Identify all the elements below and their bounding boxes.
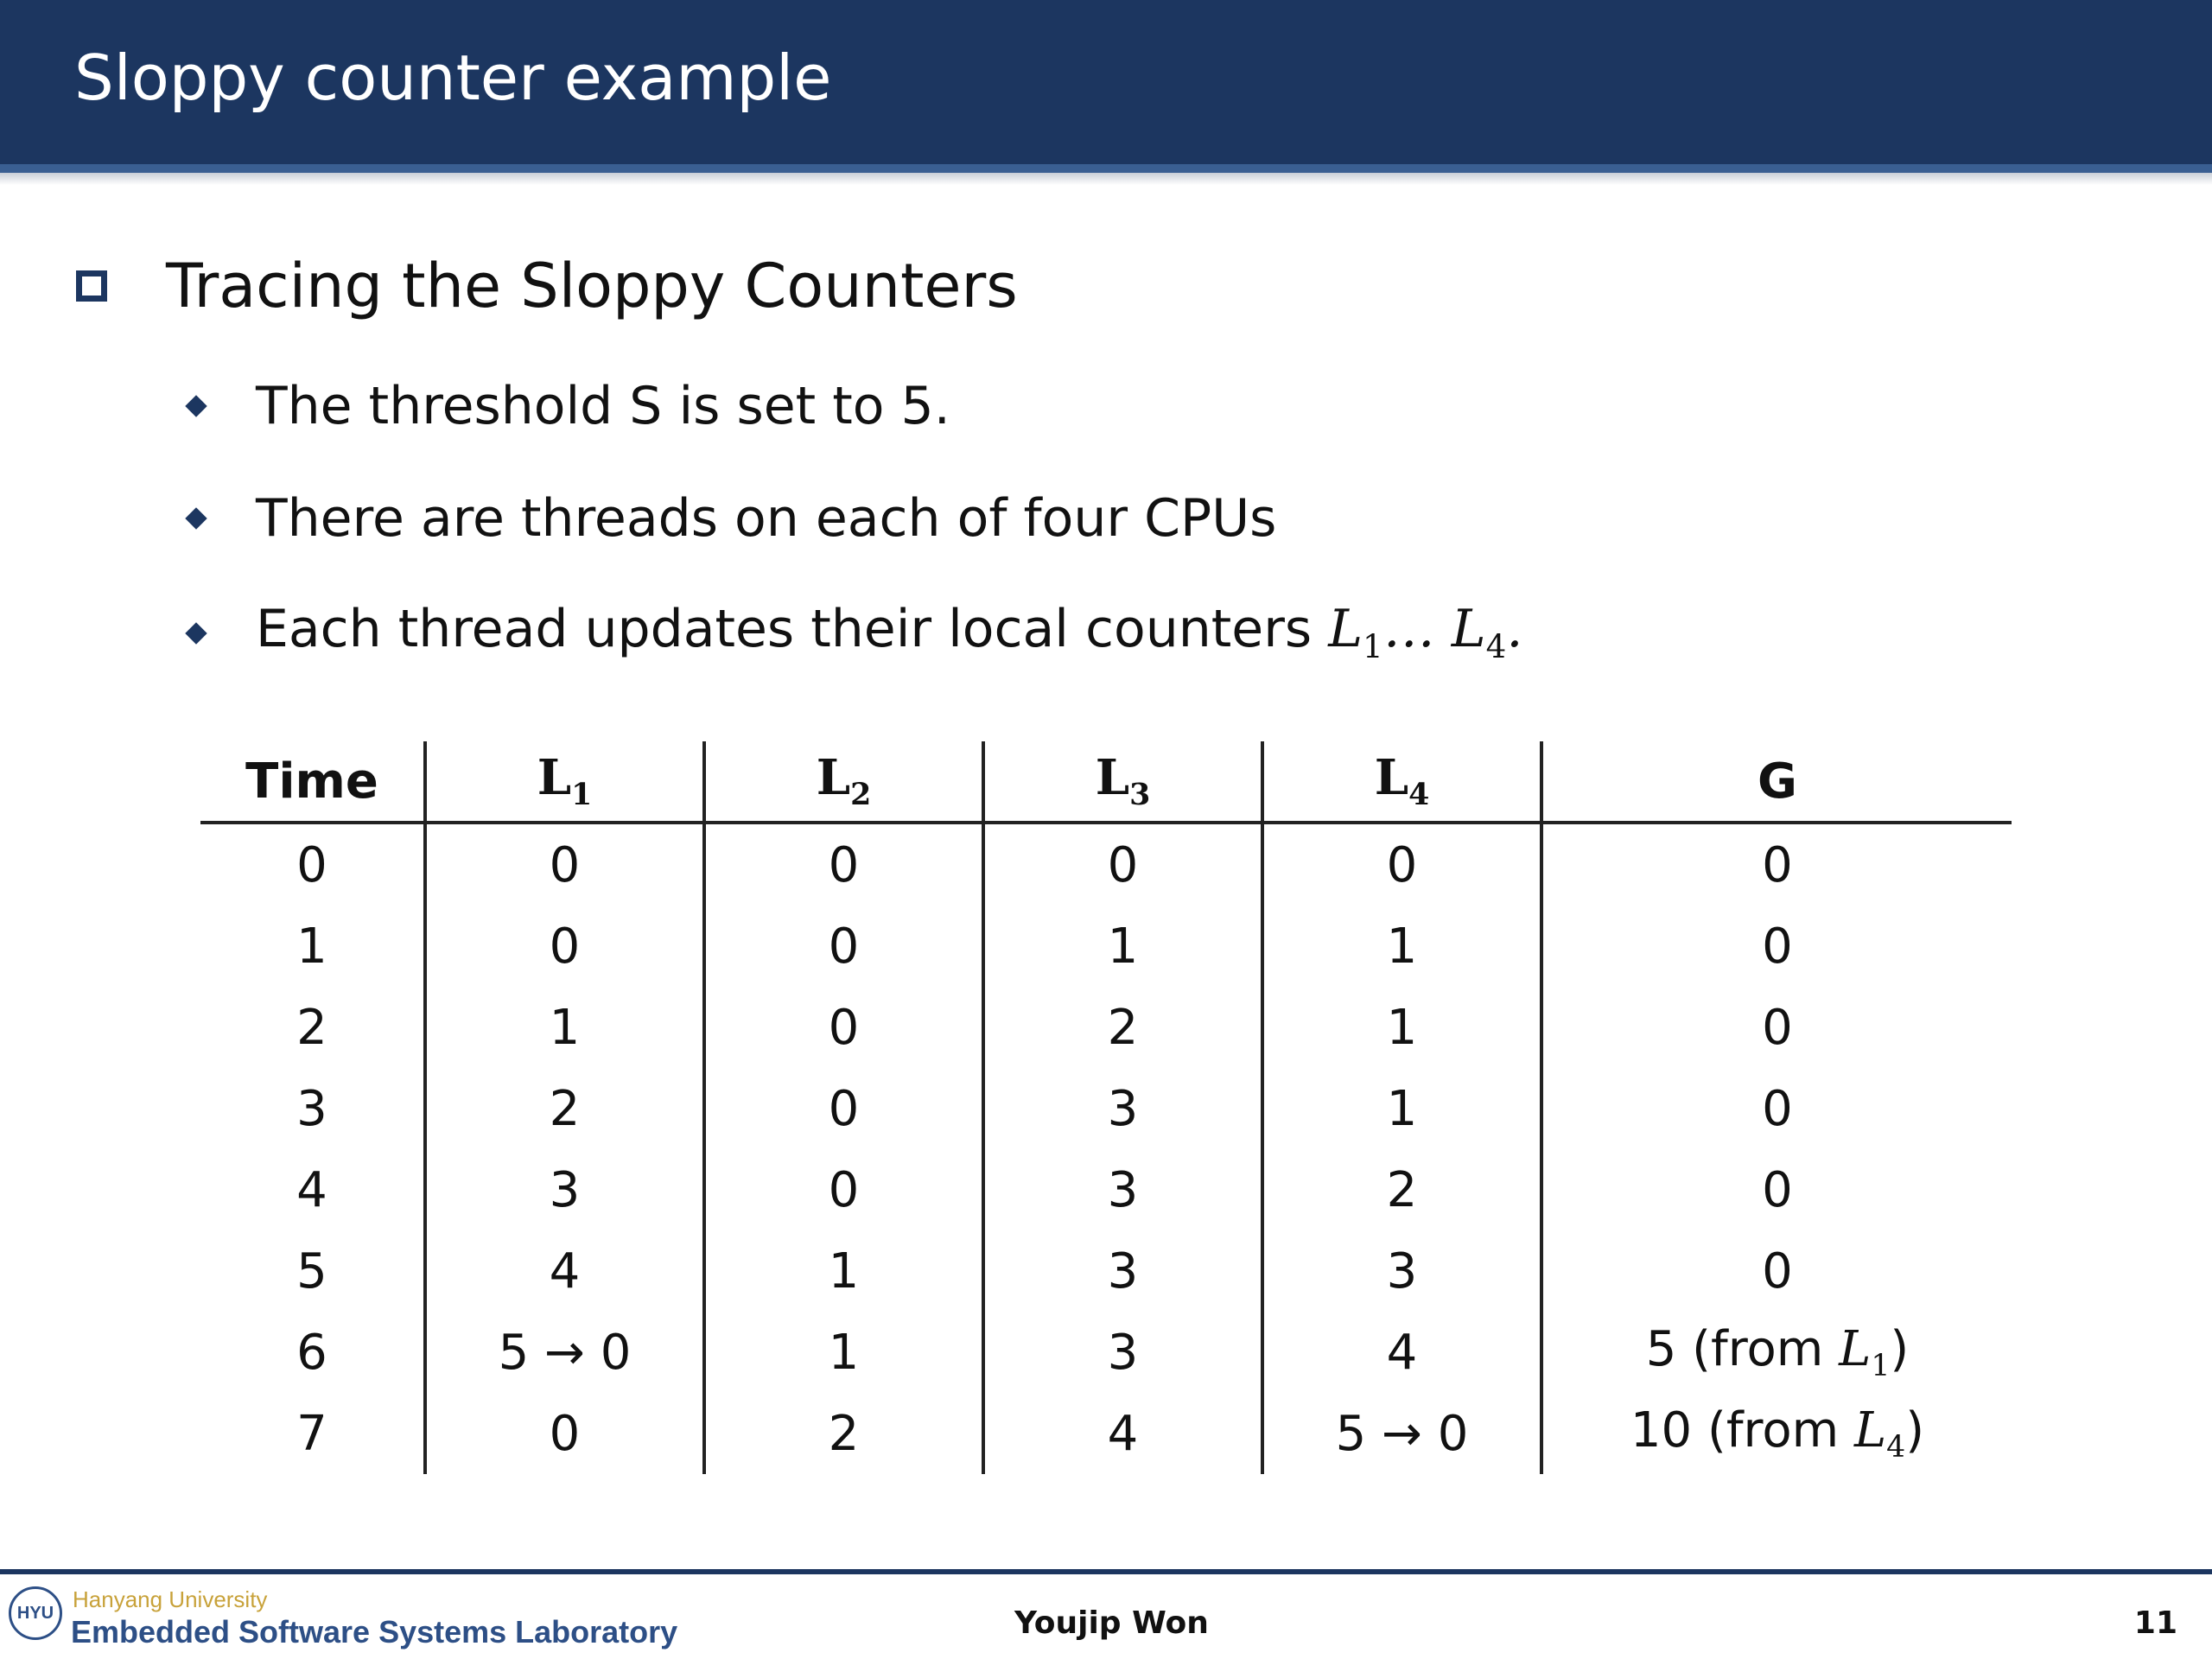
hollow-square-icon	[76, 270, 107, 302]
sub-bullet-local-counters	[188, 599, 1523, 665]
main-bullet	[76, 251, 1018, 321]
title-shadow	[0, 173, 2212, 185]
cell-time: 3	[296, 1080, 327, 1137]
diamond-icon	[185, 622, 207, 644]
cell-g: 0	[1541, 1149, 2012, 1230]
page-number: 11	[2133, 1605, 2177, 1641]
cell-l4: 1	[1262, 1068, 1541, 1149]
cell-l4: 1	[1262, 987, 1541, 1068]
cell-time: 4	[296, 1161, 327, 1218]
cell-l3: 1	[983, 906, 1262, 987]
cell-l3: 0	[983, 823, 1262, 906]
cell-l1: 2	[425, 1068, 704, 1149]
cell-l3: 3	[983, 1312, 1262, 1393]
diamond-icon	[185, 395, 207, 416]
math-l4: $L_4$	[1853, 1402, 1906, 1465]
sloppy-counter-table	[200, 741, 2012, 1474]
cell-l3: 3	[983, 1149, 1262, 1230]
cell-l1: 4	[425, 1230, 704, 1312]
cell-l3: 2	[983, 987, 1262, 1068]
table-row	[200, 906, 2012, 987]
sub-bullet-threshold	[188, 376, 950, 436]
cell-time: 5	[296, 1243, 327, 1300]
header-l3: $L_3$	[983, 741, 1262, 823]
slide-title: Sloppy counter example	[74, 41, 832, 114]
cell-l4: 3	[1262, 1230, 1541, 1312]
cell-time: 0	[296, 836, 327, 893]
cell-l2: 1	[704, 1230, 983, 1312]
header-l2: $L_2$	[704, 741, 983, 823]
table-header-row	[200, 741, 2012, 823]
cell-l2: 2	[704, 1393, 983, 1474]
cell-l1: 0	[425, 906, 704, 987]
table-row	[200, 1312, 2012, 1393]
lab-name: Embedded Software Systems Laboratory	[71, 1614, 678, 1649]
table-row	[200, 1230, 2012, 1312]
author-name: Youjip Won	[1014, 1605, 1209, 1641]
footer-divider	[0, 1569, 2212, 1574]
cell-l2: 1	[704, 1312, 983, 1393]
cell-l1: 5 → 0	[425, 1312, 704, 1393]
cell-l1: 0	[425, 1393, 704, 1474]
university-name: Hanyang University	[73, 1586, 268, 1612]
cell-l3: 3	[983, 1068, 1262, 1149]
cell-l2: 0	[704, 1149, 983, 1230]
header-g: G	[1541, 741, 2012, 823]
math-l1: $L_1$	[1839, 1320, 1891, 1384]
main-bullet-text: Tracing the Sloppy Counters	[166, 251, 1018, 321]
cell-l4: 1	[1262, 906, 1541, 987]
cell-g: 0	[1541, 1068, 2012, 1149]
cell-l4: 4	[1262, 1312, 1541, 1393]
cell-g: 10 (from $L_4$)	[1541, 1393, 2012, 1474]
title-bar	[0, 0, 2212, 173]
header-time: Time	[200, 741, 425, 823]
diamond-icon	[185, 507, 207, 529]
table-row	[200, 987, 2012, 1068]
cell-l4: 5 → 0	[1262, 1393, 1541, 1474]
cell-g: 0	[1541, 987, 2012, 1068]
cell-l2: 0	[704, 823, 983, 906]
cell-l2: 0	[704, 906, 983, 987]
math-l1-l4: $L_1\dots$ $L_4$.	[1328, 599, 1523, 665]
cell-time: 1	[296, 918, 327, 975]
cell-time: 6	[296, 1324, 327, 1381]
university-logo-icon: HYU	[9, 1586, 62, 1640]
sub-bullet-text	[256, 599, 1523, 665]
table-row	[200, 1149, 2012, 1230]
header-l1: $L_1$	[425, 741, 704, 823]
cell-time: 7	[296, 1405, 327, 1462]
cell-l4: 0	[1262, 823, 1541, 906]
cell-l1: 0	[425, 823, 704, 906]
cell-g: 0	[1541, 823, 2012, 906]
cell-l4: 2	[1262, 1149, 1541, 1230]
cell-l1: 3	[425, 1149, 704, 1230]
cell-l3: 3	[983, 1230, 1262, 1312]
table-row	[200, 1393, 2012, 1474]
cell-l3: 4	[983, 1393, 1262, 1474]
table-row	[200, 1068, 2012, 1149]
cell-l2: 0	[704, 987, 983, 1068]
header-l4: $L_4$	[1262, 741, 1541, 823]
cell-g: 0	[1541, 906, 2012, 987]
cell-l1: 1	[425, 987, 704, 1068]
sub-bullet-threads	[188, 488, 1277, 549]
cell-g: 0	[1541, 1230, 2012, 1312]
sub-bullet-text: The threshold S is set to 5.	[256, 376, 950, 436]
table-row	[200, 823, 2012, 906]
sub-bullet-words: Each thread updates their local counters	[256, 599, 1313, 659]
cell-l2: 0	[704, 1068, 983, 1149]
cell-g: 5 (from $L_1$)	[1541, 1312, 2012, 1393]
sub-bullet-text: There are threads on each of four CPUs	[256, 488, 1277, 549]
cell-time: 2	[296, 999, 327, 1056]
